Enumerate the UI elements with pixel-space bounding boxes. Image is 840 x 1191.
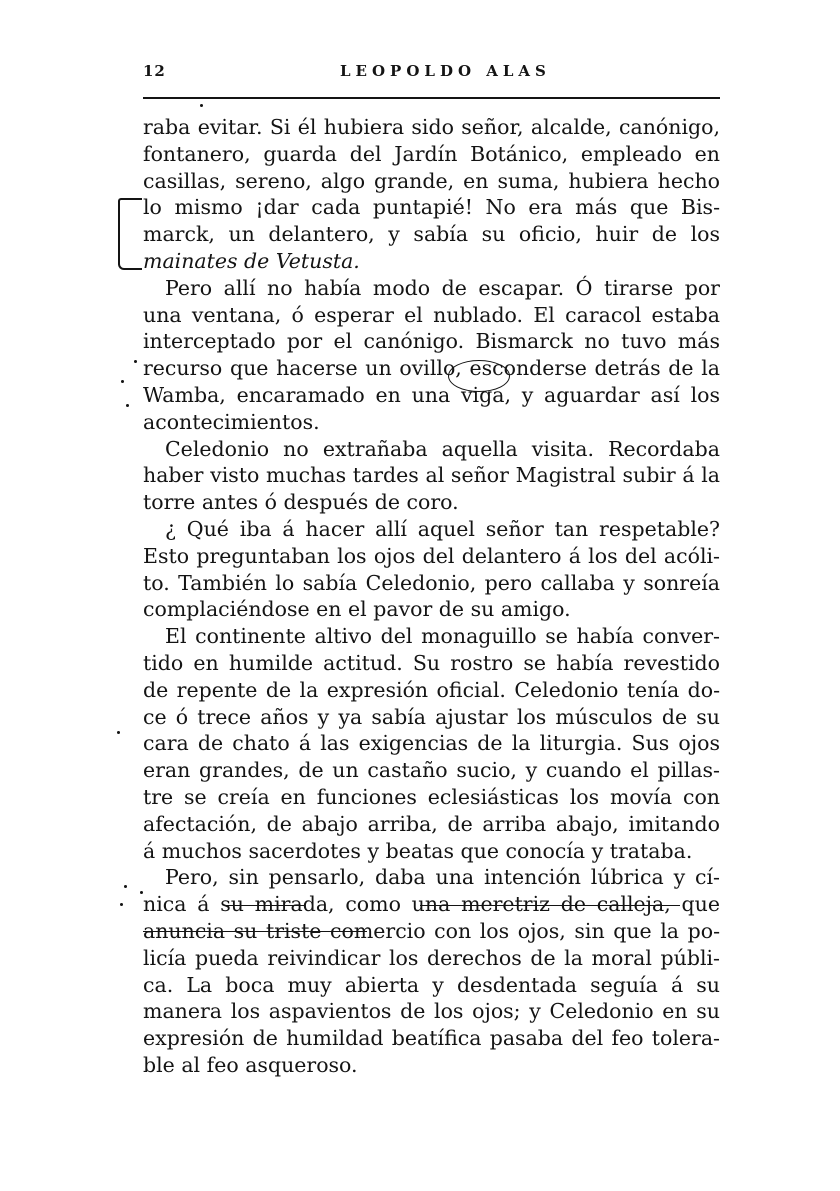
pencil-dot (124, 885, 127, 888)
text-line: interceptado por el canónigo. Bismarck no tuvo más (143, 329, 720, 354)
pencil-dot (120, 903, 123, 906)
text-line: una ventana, ó esperar el nublado. El caracol estaba (143, 302, 720, 327)
text-line: Esto preguntaban los ojos del delantero á los del acóli- (143, 543, 720, 568)
header-rule (143, 97, 720, 99)
text-line: fontanero, guarda del Jardín Botánico, empleado en (143, 141, 720, 166)
underline-mark (420, 905, 680, 906)
pencil-dot (200, 104, 203, 107)
text-line: marck, un delantero, y sabía su oficio, huir de los (143, 222, 720, 247)
text-line: haber visto muchas tardes al señor Magistral subir á la (143, 463, 720, 488)
text-line: ca. La boca muy abierta y desdentada seguía á su (143, 972, 720, 997)
text-line: cara de chato á las exigencias de la liturgia. Sus ojos (143, 731, 720, 756)
text-line: raba evitar. Si él hubiera sido señor, alcalde, canónigo, (143, 115, 720, 139)
text-line: á muchos sacerdotes y beatas que conocía y trataba. (143, 838, 693, 863)
underline-mark (224, 905, 304, 906)
text-line: anuncia su triste comercio con los ojos, sin que la po- (143, 918, 720, 943)
body-text (143, 114, 720, 1079)
text-line: recurso que hacerse un ovillo, esconderse detrás de la (143, 356, 720, 381)
pencil-dot (121, 380, 124, 383)
underline-mark (143, 931, 367, 932)
circled-word-mark (448, 360, 510, 392)
pencil-dot (134, 360, 137, 363)
text-line: afectación, de abajo arriba, de arriba abajo, imitando (143, 811, 720, 836)
text-line: tido en humilde actitud. Su rostro se había revestido (143, 650, 720, 675)
text-line: ¿ Qué iba á hacer allí aquel señor tan respetable? (165, 516, 720, 541)
running-head: LEOPOLDO ALAS (340, 62, 551, 80)
pencil-dot (140, 891, 143, 894)
page-number: 12 (143, 62, 166, 80)
pencil-dot (126, 404, 129, 407)
text-line: mainates de Vetusta. (143, 248, 360, 273)
text-line: licía pueda reivindicar los derechos de la moral públi- (143, 945, 720, 970)
text-line: lo mismo ¡dar cada puntapié! No era más que Bis- (143, 195, 720, 220)
pencil-dot (117, 731, 120, 734)
text-line: Pero, sin pensarlo, daba una intención lúbrica y cí- (165, 865, 720, 890)
text-line: ble al feo asqueroso. (143, 1052, 358, 1077)
text-line: nica á su mirada, como una meretriz de calleja, que (143, 892, 720, 917)
text-line: manera los aspavientos de los ojos; y Celedonio en su (143, 999, 720, 1024)
page-header (0, 0, 840, 100)
text-line: Pero allí no había modo de escapar. Ó tirarse por (165, 275, 720, 300)
text-line: to. También lo sabía Celedonio, pero callaba y sonreía (143, 570, 720, 595)
text-line: complaciéndose en el pavor de su amigo. (143, 597, 571, 622)
text-line: de repente de la expresión oficial. Celedonio tenía do- (143, 677, 720, 702)
text-line: eran grandes, de un castaño sucio, y cuando el pillas- (143, 758, 720, 783)
text-line: expresión de humildad beatífica pasaba del feo tolera- (143, 1026, 720, 1051)
text-line: Wamba, encaramado en una viga, y aguardar así los (143, 382, 720, 407)
text-line: tre se creía en funciones eclesiásticas los movía con (143, 784, 720, 809)
text-line: acontecimientos. (143, 409, 320, 434)
text-line: ce ó trece años y ya sabía ajustar los músculos de su (143, 704, 720, 729)
text-line: El continente altivo del monaguillo se había conver- (165, 624, 720, 649)
text-line: Celedonio no extrañaba aquella visita. Recordaba (165, 436, 720, 461)
text-line: torre antes ó después de coro. (143, 490, 459, 515)
text-line: casillas, sereno, algo grande, en suma, hubiera hecho (143, 168, 720, 193)
margin-bracket-mark (118, 198, 142, 270)
